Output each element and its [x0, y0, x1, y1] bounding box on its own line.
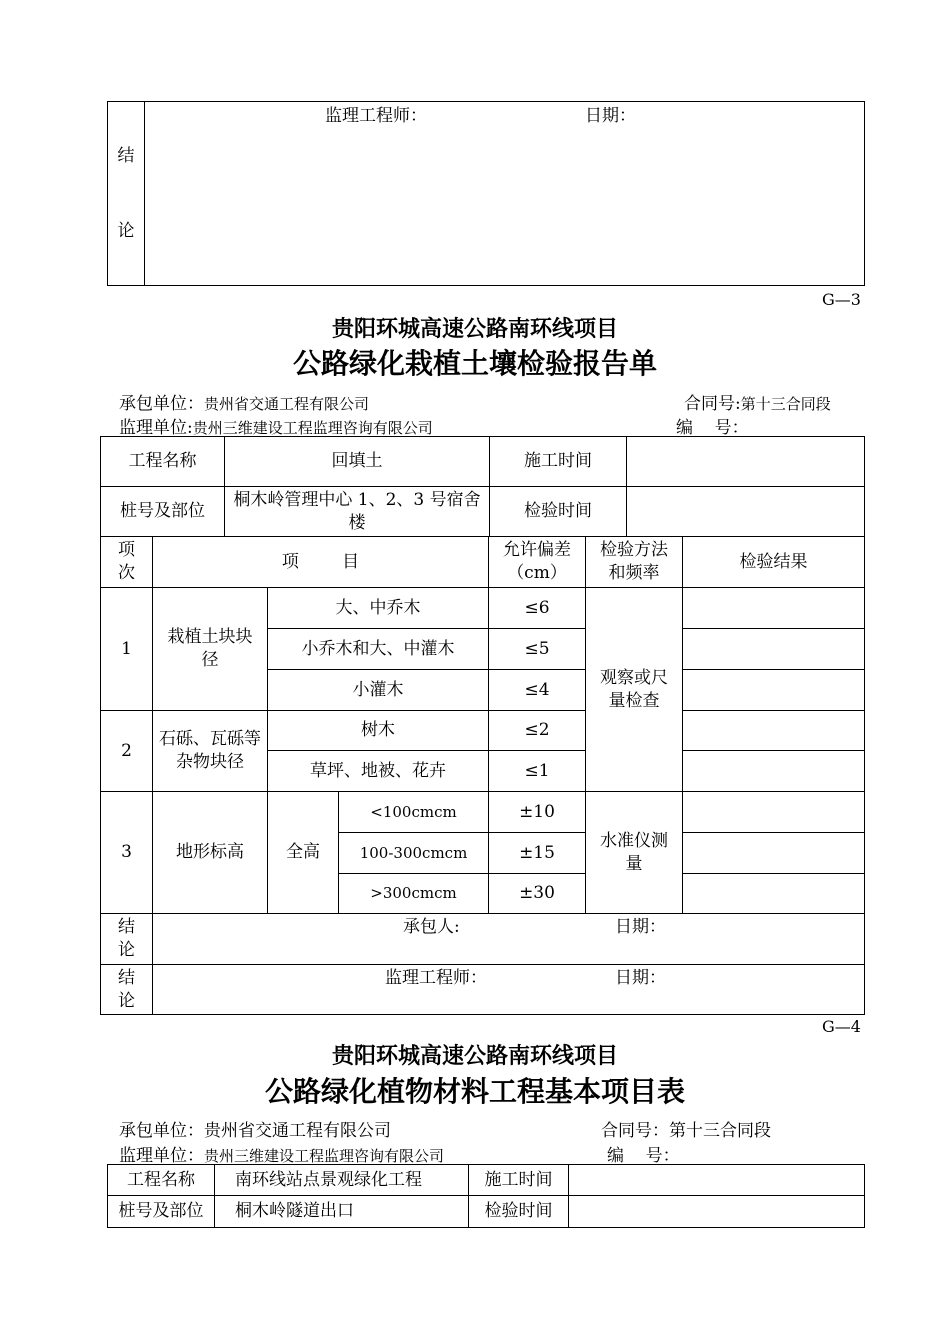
- supervisor-date-label: 日期：: [615, 968, 666, 988]
- method-level: 水准仪测量: [586, 792, 683, 914]
- contract-label: 合同号:: [684, 394, 741, 414]
- method-observe: 观察或尺量检查: [586, 588, 683, 792]
- contractor-label: 承包单位：: [119, 1121, 204, 1141]
- supervisor-value: 贵州三维建设工程监理咨询有限公司: [192, 419, 433, 437]
- header-tolerance: 允许偏差（cm）: [489, 537, 586, 588]
- pile-label: 桩号及部位: [108, 1196, 215, 1228]
- supervisor-value: 贵州三维建设工程监理咨询有限公司: [204, 1147, 445, 1165]
- contract-label: 合同号：: [601, 1121, 669, 1141]
- project-title-g4: 贵阳环城高速公路南环线项目: [331, 1043, 618, 1069]
- result-cell: [683, 711, 865, 751]
- group3-item-3: >300cmcm: [339, 874, 489, 914]
- result-cell: [683, 670, 865, 711]
- build-time-value: [627, 437, 865, 487]
- project-name-label: 工程名称: [101, 437, 225, 487]
- conclusion-label-1: 结论: [101, 914, 153, 965]
- contractor-value: 贵州省交通工程有限公司: [204, 395, 370, 413]
- contract-value: 第十三合同段: [669, 1121, 771, 1141]
- group2-name: 石砾、瓦砾等杂物块径: [153, 711, 268, 792]
- conclusion-char-2: 论: [117, 220, 135, 241]
- group1-name: 栽植土块块 径: [153, 588, 268, 711]
- group1-tol-1: ≤6: [489, 588, 586, 629]
- group2-tol-2: ≤1: [489, 751, 586, 792]
- form-title-g3: 公路绿化栽植土壤检验报告单: [292, 347, 657, 380]
- group1-item-3: 小灌木: [268, 670, 489, 711]
- group1-no: 1: [101, 588, 153, 711]
- result-cell: [683, 833, 865, 874]
- header-method: 检验方法和频率: [586, 537, 683, 588]
- result-cell: [683, 792, 865, 833]
- group2-tol-1: ≤2: [489, 711, 586, 751]
- g3-info-table: [100, 436, 865, 537]
- pile-value: 桐木岭管理中心 1、2、3 号宿舍楼: [225, 487, 490, 537]
- contractor-value: 贵州省交通工程有限公司: [204, 1121, 391, 1141]
- g3-inspection-table: [100, 536, 865, 1015]
- supervisor-label: 监理单位：: [119, 1146, 204, 1166]
- date-label: 日期：: [585, 106, 636, 126]
- conclusion-char-1: 结: [117, 145, 135, 166]
- group1-item-2: 小乔木和大、中灌木: [268, 629, 489, 670]
- check-time-label: 检验时间: [490, 487, 627, 537]
- contractor-line-g4: [119, 1116, 391, 1141]
- contractor-conclusion-cell: [153, 914, 865, 965]
- group1-tol-2: ≤5: [489, 629, 586, 670]
- group1-item-1: 大、中乔木: [268, 588, 489, 629]
- form-code-g4: G—4: [822, 1017, 861, 1036]
- project-name-value: 南环线站点景观绿化工程: [215, 1165, 469, 1196]
- group3-item-1: <100cmcm: [339, 792, 489, 833]
- result-cell: [683, 874, 865, 914]
- check-time-value: [569, 1196, 865, 1228]
- result-cell: [683, 751, 865, 792]
- contractor-line-g3: [119, 389, 369, 414]
- group2-no: 2: [101, 711, 153, 792]
- supervisor-sign-label: 监理工程师：: [385, 968, 487, 988]
- group3-item-2: 100-300cmcm: [339, 833, 489, 874]
- header-item: 项 目: [153, 537, 489, 588]
- project-name-value: 回填土: [225, 437, 490, 487]
- group1-tol-3: ≤4: [489, 670, 586, 711]
- build-time-label: 施工时间: [469, 1165, 569, 1196]
- top-conclusion-table: [107, 101, 865, 286]
- supervisor-line-g4: [119, 1141, 444, 1166]
- pile-label: 桩号及部位: [101, 487, 225, 537]
- project-name-label: 工程名称: [108, 1165, 215, 1196]
- conclusion-label-2: 结论: [101, 965, 153, 1015]
- check-time-value: [627, 487, 865, 537]
- header-result: 检验结果: [683, 537, 865, 588]
- group3-tol-3: ±30: [489, 874, 586, 914]
- form-code-g3: G—3: [822, 290, 861, 309]
- form-title-g4: 公路绿化植物材料工程基本项目表: [264, 1075, 685, 1108]
- g4-info-table: [107, 1164, 865, 1228]
- conclusion-label-cell: [108, 102, 145, 286]
- build-time-label: 施工时间: [490, 437, 627, 487]
- group3-name: 地形标高: [153, 792, 268, 914]
- contract-line-g3: [684, 389, 831, 414]
- conclusion-content-cell: [145, 102, 865, 286]
- number-label-g3: 编 号：: [676, 418, 749, 438]
- result-cell: [683, 588, 865, 629]
- group3-tol-2: ±15: [489, 833, 586, 874]
- pile-value: 桐木岭隧道出口: [215, 1196, 469, 1228]
- supervisor-line-g3: [119, 413, 433, 438]
- project-title-g3: 贵阳环城高速公路南环线项目: [331, 316, 618, 342]
- group2-item-2: 草坪、地被、花卉: [268, 751, 489, 792]
- contractor-label: 承包单位：: [119, 394, 204, 414]
- supervisor-label: 监理单位:: [119, 418, 193, 438]
- contractor-date-label: 日期：: [615, 917, 666, 937]
- result-cell: [683, 629, 865, 670]
- contract-line-g4: [601, 1116, 771, 1141]
- contract-value: 第十三合同段: [740, 395, 831, 413]
- contractor-sign-label: 承包人:: [403, 917, 460, 937]
- build-time-value: [569, 1165, 865, 1196]
- supervisor-signature-label: 监理工程师：: [325, 106, 427, 126]
- number-label-g4: 编 号：: [607, 1146, 680, 1166]
- header-no: 项次: [101, 537, 153, 588]
- check-time-label: 检验时间: [469, 1196, 569, 1228]
- group2-item-1: 树木: [268, 711, 489, 751]
- supervisor-conclusion-cell: [153, 965, 865, 1015]
- group3-sub: 全高: [268, 792, 339, 914]
- group3-no: 3: [101, 792, 153, 914]
- group3-tol-1: ±10: [489, 792, 586, 833]
